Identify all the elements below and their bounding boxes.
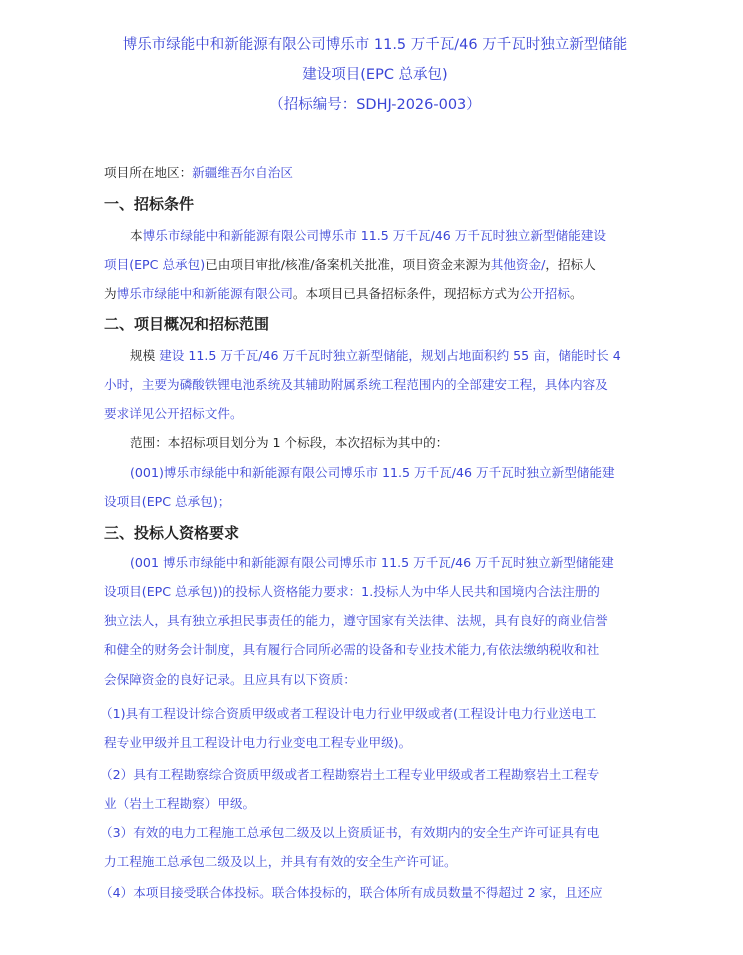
section1-line-3	[104, 284, 583, 304]
scale-line-2: 小时，主要为磷酸铁锂电池系统及其辅助附属系统工程范围内的全部建安工程，具体内容及	[104, 377, 608, 392]
section1-line-2	[104, 255, 596, 275]
funding-source: 其他资金/	[490, 257, 546, 272]
text-segment: 为	[104, 286, 117, 301]
text-segment: 本	[130, 228, 143, 243]
requirement-1-line-2: 程专业甲级并且工程设计电力行业变电工程专业甲级)。	[104, 735, 412, 750]
requirement-1-line-1: （1)具有工程设计综合资质甲级或者工程设计电力行业甲级或者(工程设计电力行业送电工	[100, 706, 597, 721]
section-heading-2: 二、项目概况和招标范围	[104, 315, 270, 333]
qualification-line-2: 设项目(EPC 总承包))的投标人资格能力要求：1.投标人为中华人民共和国境内合法注册的	[104, 584, 600, 599]
section1-line-1	[104, 226, 606, 246]
requirement-2-line-2: 业（岩土工程勘察）甲级。	[104, 796, 256, 811]
text-segment: 。	[569, 286, 583, 301]
tender-method: 公开招标	[519, 286, 570, 301]
lot-line-2: 设项目(EPC 总承包)；	[104, 494, 231, 509]
region-line	[104, 163, 293, 183]
requirement-3-line-1: （3）有效的电力工程施工总承包二级及以上资质证书，有效期内的安全生产许可证具有电	[100, 825, 600, 840]
title-line-2: 建设项目(EPC 总承包)	[302, 67, 448, 83]
qualification-line-1: (001 博乐市绿能中和新能源有限公司博乐市 11.5 万千瓦/46 万千瓦时独立新型储能建	[130, 555, 614, 570]
requirement-2-line-1: （2）具有工程勘察综合资质甲级或者工程勘察岩土工程专业甲级或者工程勘察岩土工程专	[100, 767, 600, 782]
project-name-tail: 项目(EPC 总承包)	[104, 257, 206, 272]
tenderer-project-name: 博乐市绿能中和新能源有限公司博乐市 11.5 万千瓦/46 万千瓦时独立新型储能建设	[142, 228, 606, 243]
scale-label: 规模	[130, 348, 156, 363]
lot-line-1: (001)博乐市绿能中和新能源有限公司博乐市 11.5 万千瓦/46 万千瓦时独立新型储能建	[130, 465, 615, 480]
qualification-line-5: 会保障资金的良好记录。且应具有以下资质：	[104, 672, 356, 687]
text-segment: 已由项目审批/核准/备案机关批准，项目资金来源为	[205, 257, 491, 272]
scale-line-1	[104, 346, 621, 366]
section-heading-1: 一、招标条件	[104, 195, 195, 213]
qualification-line-4: 和健全的财务会计制度，具有履行合同所必需的设备和专业技术能力,有依法缴纳税收和社	[104, 642, 600, 657]
title-line-1: 博乐市绿能中和新能源有限公司博乐市 11.5 万千瓦/46 万千瓦时独立新型储能	[122, 37, 628, 53]
text-segment: 。本项目已具备招标条件，现招标方式为	[292, 286, 520, 301]
qualification-line-3: 独立法人，具有独立承担民事责任的能力，遵守国家有关法律、法规，具有良好的商业信誉	[104, 613, 608, 628]
tenderer-name: 博乐市绿能中和新能源有限公司	[116, 286, 293, 301]
scale-line-3: 要求详见公开招标文件。	[104, 406, 243, 421]
region-label: 项目所在地区：	[104, 165, 193, 180]
scope-line: 范围：本招标项目划分为 1 个标段，本次招标为其中的：	[130, 435, 449, 450]
scale-text: 建设 11.5 万千瓦/46 万千瓦时独立新型储能，规划占地面积约 55 亩，储能时长 4	[155, 348, 621, 363]
document-title	[100, 30, 650, 120]
region-value: 新疆维吾尔自治区	[192, 165, 293, 180]
text-segment: ，招标人	[545, 257, 596, 272]
tender-number: （招标编号：SDHJ-2026-003）	[269, 97, 481, 113]
requirement-4-line-1: （4）本项目接受联合体投标。联合体投标的，联合体所有成员数量不得超过 2 家，且还应	[100, 885, 603, 900]
requirement-3-line-2: 力工程施工总承包二级及以上，并具有有效的安全生产许可证。	[104, 854, 457, 869]
section-heading-3: 三、投标人资格要求	[104, 524, 240, 542]
